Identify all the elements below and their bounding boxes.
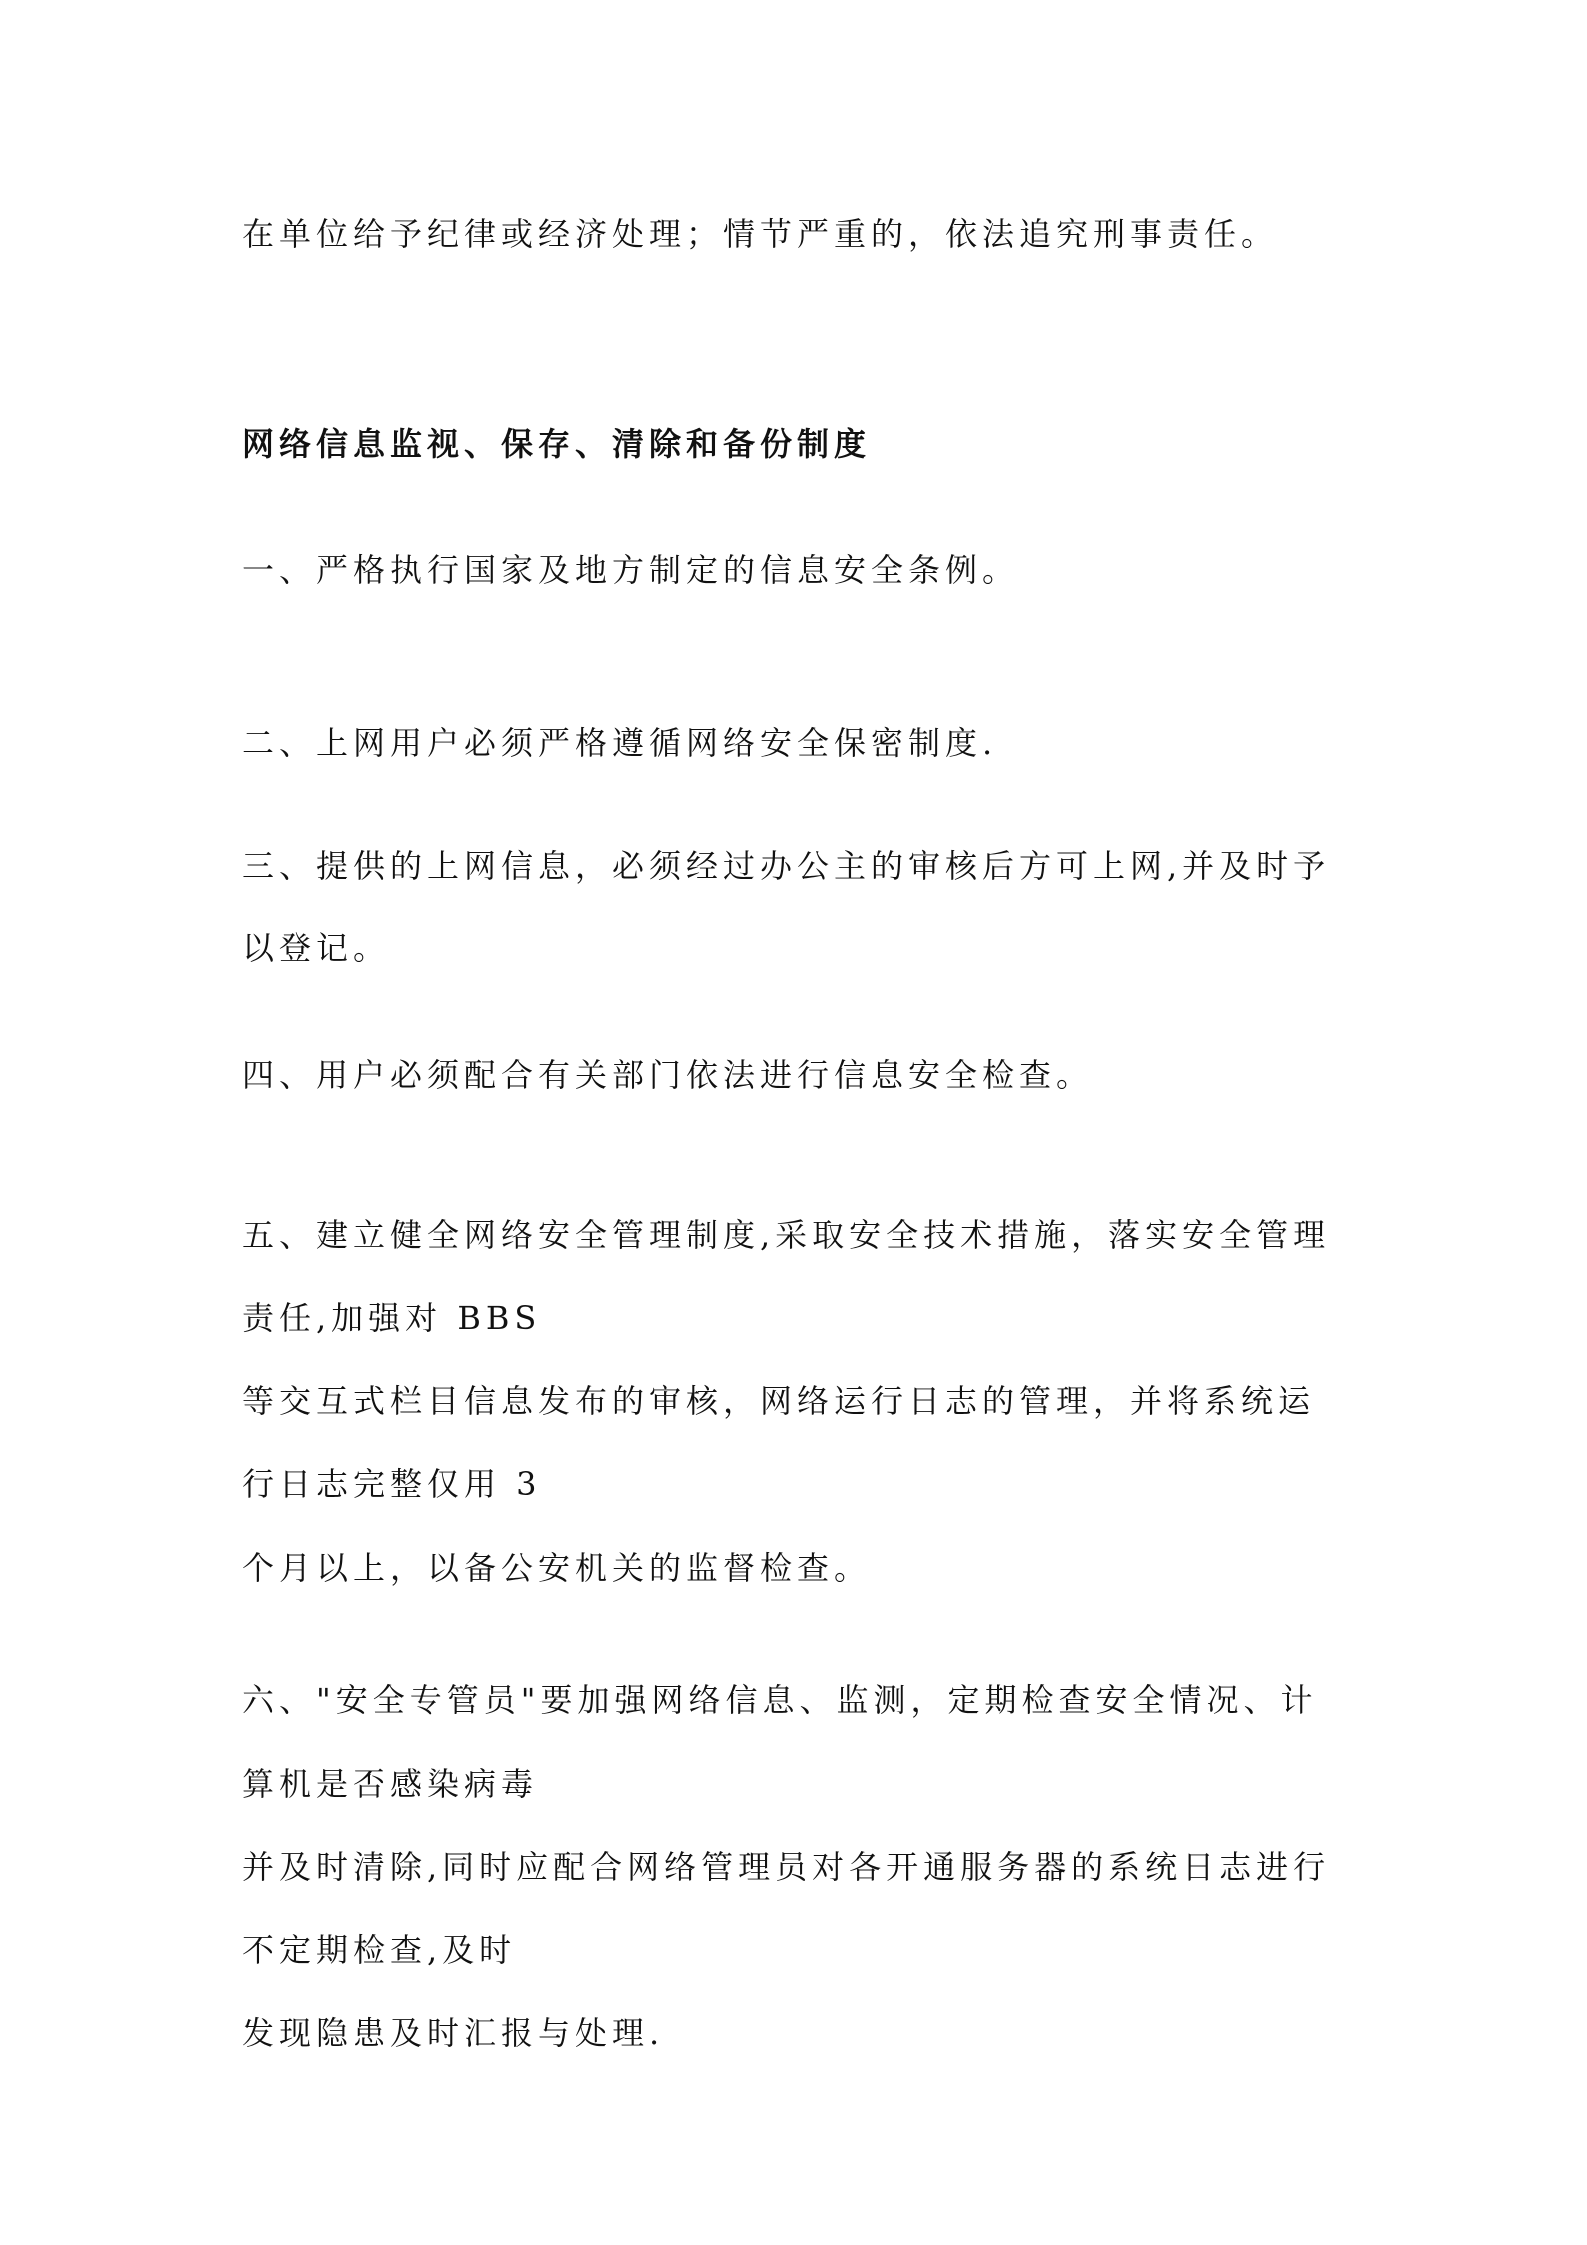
item-5-line-1: 五、建立健全网络安全管理制度,采取安全技术措施，落实安全管理	[242, 1216, 1331, 1254]
intro-line: 在单位给予纪律或经济处理；情节严重的，依法追究刑事责任。	[242, 215, 1279, 253]
item-6-line-5: 发现隐患及时汇报与处理.	[242, 2014, 665, 2052]
item-3-line-1: 三、提供的上网信息，必须经过办公主的审核后方可上网,并及时予	[242, 847, 1331, 885]
item-6-line-3: 并及时清除,同时应配合网络管理员对各开通服务器的系统日志进行	[242, 1848, 1331, 1886]
item-5-line-5: 个月以上，以备公安机关的监督检查。	[242, 1549, 872, 1587]
item-2: 二、上网用户必须严格遵循网络安全保密制度.	[242, 724, 998, 762]
item-3-line-2: 以登记。	[242, 929, 391, 967]
item-5-line-4: 行日志完整仅用 3	[242, 1465, 542, 1503]
item-1: 一、严格执行国家及地方制定的信息安全条例。	[242, 551, 1020, 589]
item-4: 四、用户必须配合有关部门依法进行信息安全检查。	[242, 1056, 1094, 1094]
section-heading: 网络信息监视、保存、清除和备份制度	[242, 425, 872, 463]
item-5-line-2: 责任,加强对 BBS	[242, 1299, 542, 1337]
item-6-line-2: 算机是否感染病毒	[242, 1765, 539, 1803]
item-6-line-4: 不定期检查,及时	[242, 1931, 517, 1969]
item-6-line-1: 六、"安全专管员"要加强网络信息、监测，定期检查安全情况、计	[242, 1681, 1318, 1719]
item-5-line-3: 等交互式栏目信息发布的审核，网络运行日志的管理，并将系统运	[242, 1382, 1316, 1420]
